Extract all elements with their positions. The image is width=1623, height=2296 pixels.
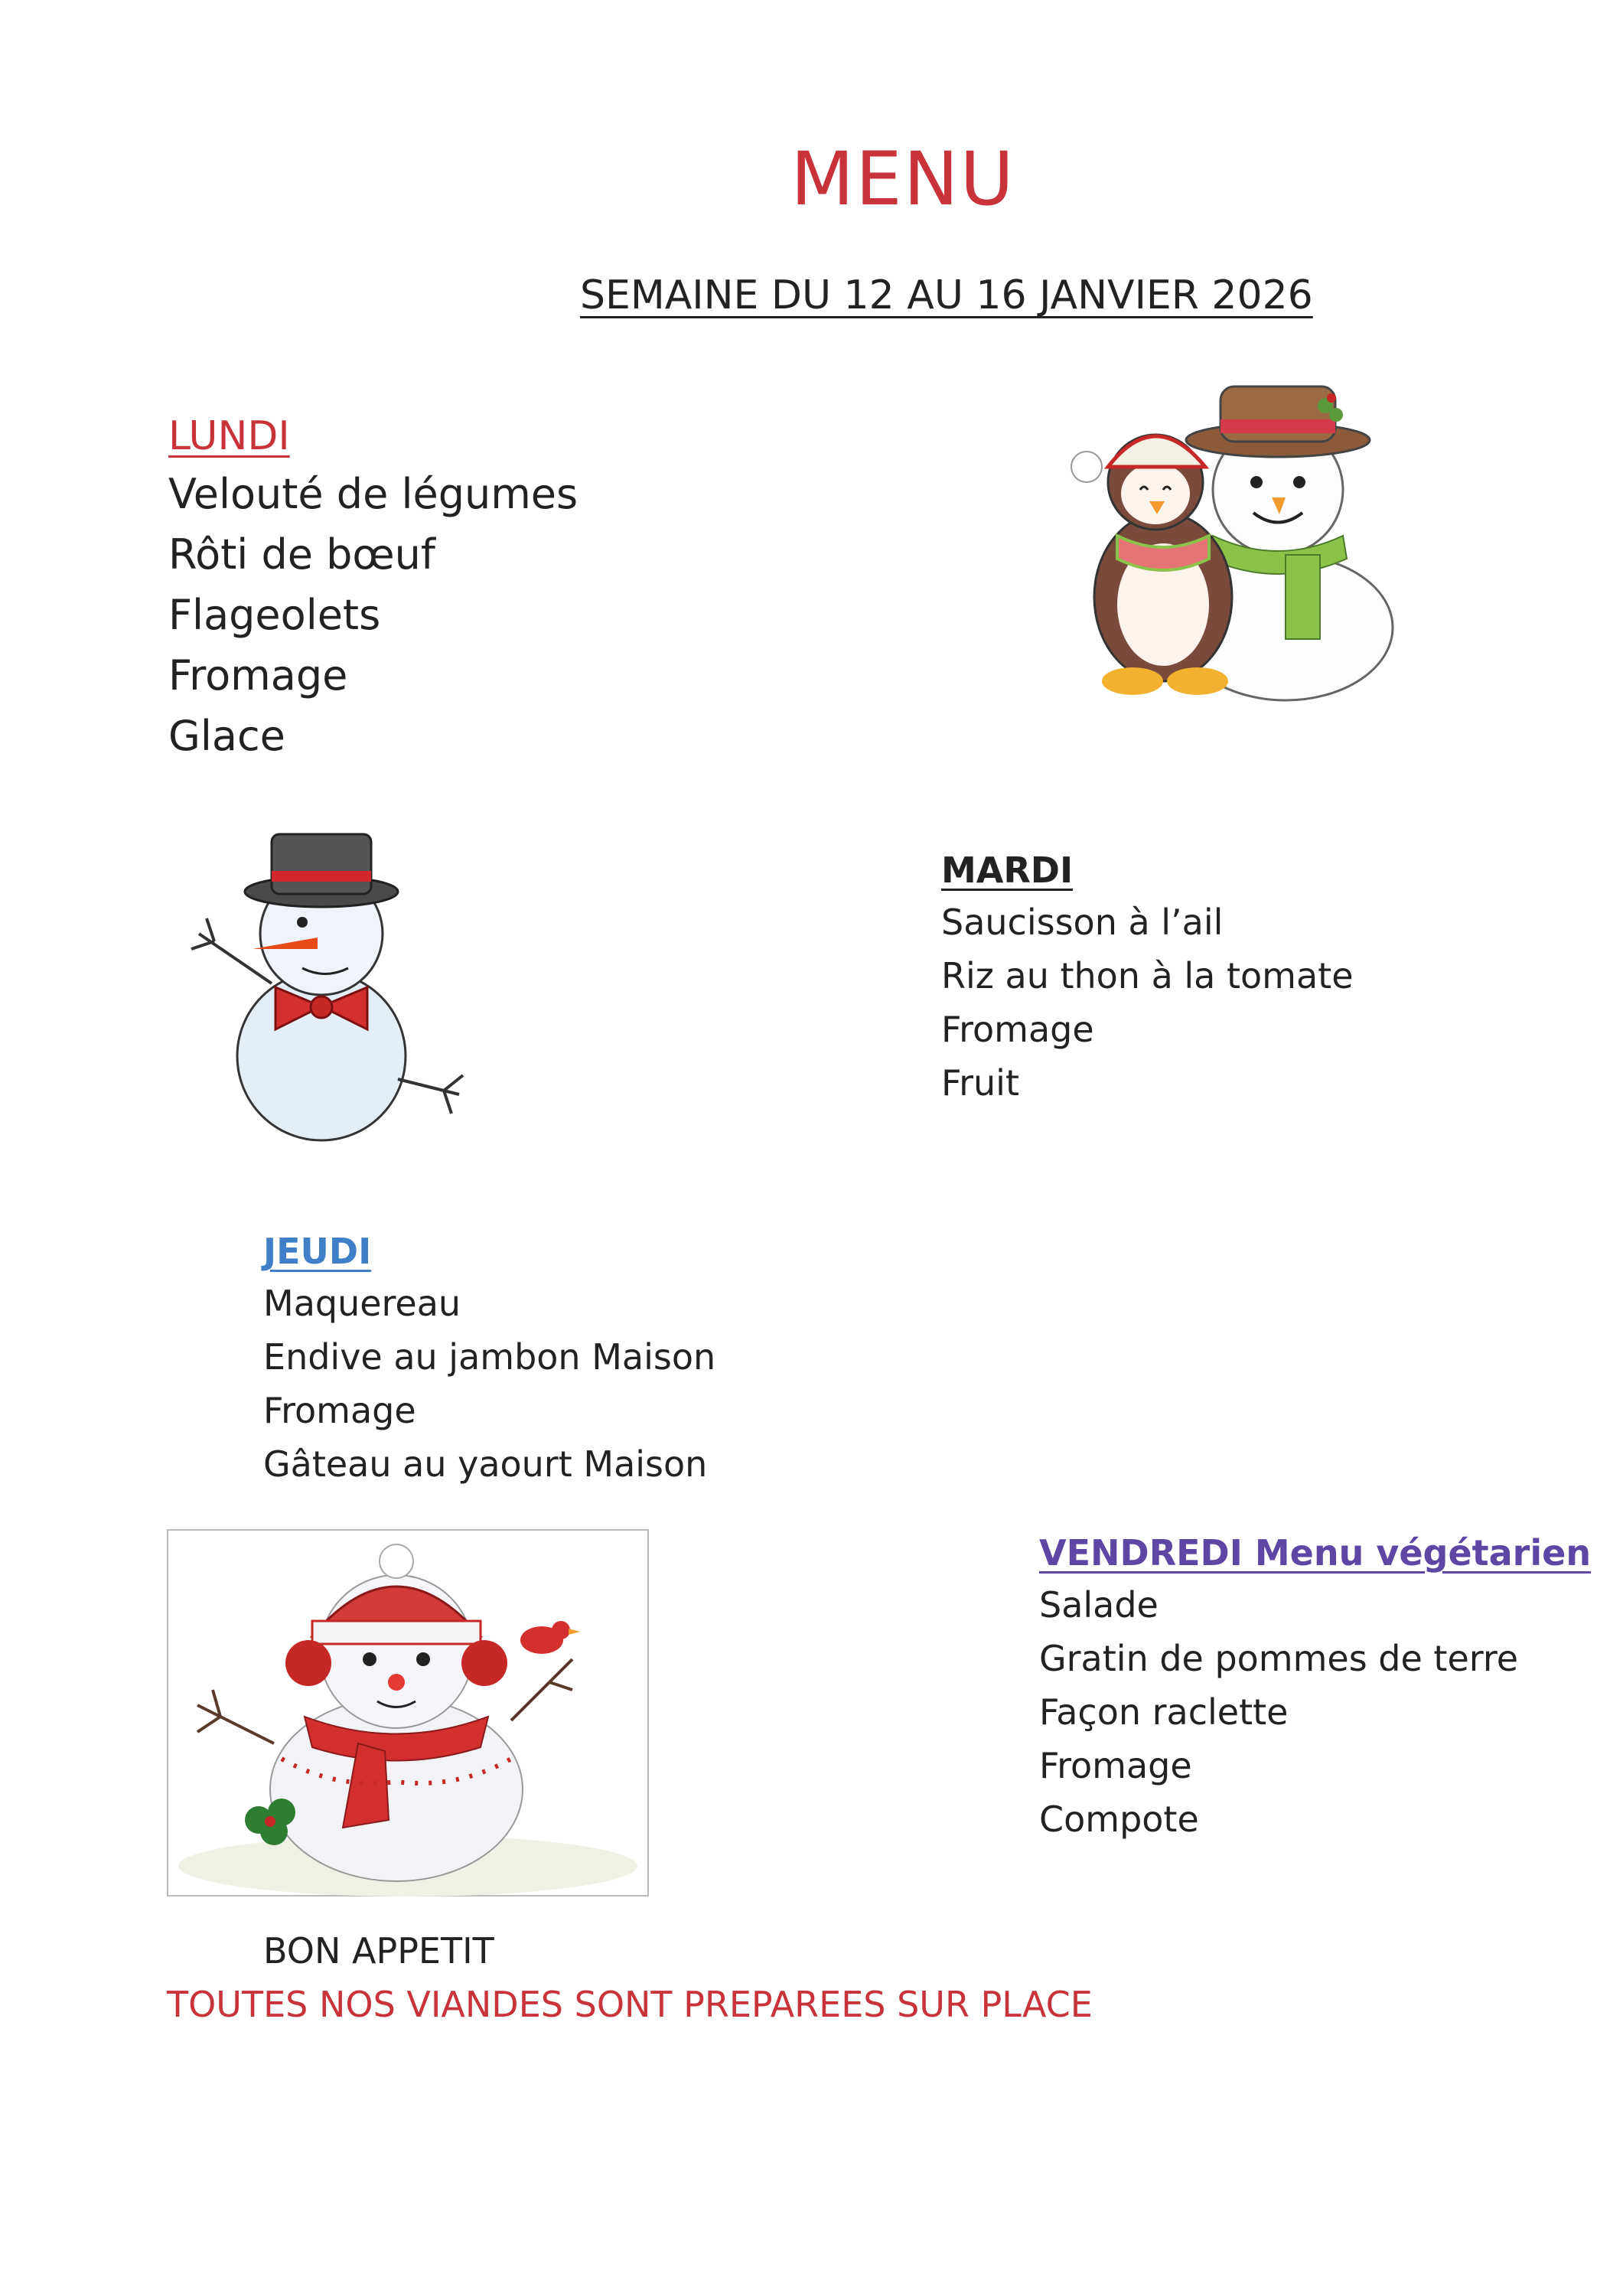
- day-heading-mardi: MARDI: [941, 850, 1074, 891]
- menu-item: Compote: [1039, 1799, 1199, 1840]
- day-section-mardi: [941, 850, 1354, 1110]
- menu-item: Fromage: [168, 651, 348, 700]
- day-heading-vendredi: VENDREDI Menu végétarien: [1039, 1532, 1592, 1574]
- menu-item: Gâteau au yaourt Maison: [263, 1443, 708, 1485]
- top-hat-snowman-illustration: [168, 827, 490, 1148]
- menu-item: Maquereau: [263, 1283, 461, 1324]
- menu-item: Velouté de légumes: [168, 470, 578, 518]
- bon-appetit-text: BON APPETIT: [263, 1930, 494, 1971]
- week-subtitle: SEMAINE DU 12 AU 16 JANVIER 2026: [580, 272, 1313, 318]
- day-heading-jeudi: JEUDI: [263, 1231, 372, 1272]
- menu-item: Riz au thon à la tomate: [941, 955, 1354, 996]
- meat-notice-text: TOUTES NOS VIANDES SONT PREPAREES SUR PLACE: [167, 1984, 1093, 2025]
- page-title: MENU: [790, 136, 1015, 222]
- menu-item: Saucisson à l’ail: [941, 902, 1224, 943]
- menu-item: Gratin de pommes de terre: [1039, 1638, 1519, 1679]
- menu-item: Façon raclette: [1039, 1691, 1289, 1733]
- menu-item: Salade: [1039, 1584, 1159, 1626]
- penguin-and-snowman-illustration: [1056, 375, 1423, 704]
- menu-item: Flageolets: [168, 591, 381, 639]
- menu-item: Glace: [168, 712, 285, 760]
- menu-item: Fruit: [941, 1062, 1019, 1104]
- menu-item: Endive au jambon Maison: [263, 1336, 716, 1378]
- menu-item: Fromage: [263, 1390, 416, 1431]
- day-section-lundi: [168, 413, 578, 766]
- day-section-vendredi: [1039, 1532, 1591, 1846]
- menu-item: Fromage: [941, 1009, 1094, 1050]
- menu-item: Fromage: [1039, 1745, 1192, 1786]
- snowman-with-bird-illustration: [167, 1529, 649, 1896]
- day-section-jeudi: [263, 1231, 715, 1491]
- day-heading-lundi: LUNDI: [168, 413, 290, 459]
- menu-item: Rôti de bœuf: [168, 530, 435, 579]
